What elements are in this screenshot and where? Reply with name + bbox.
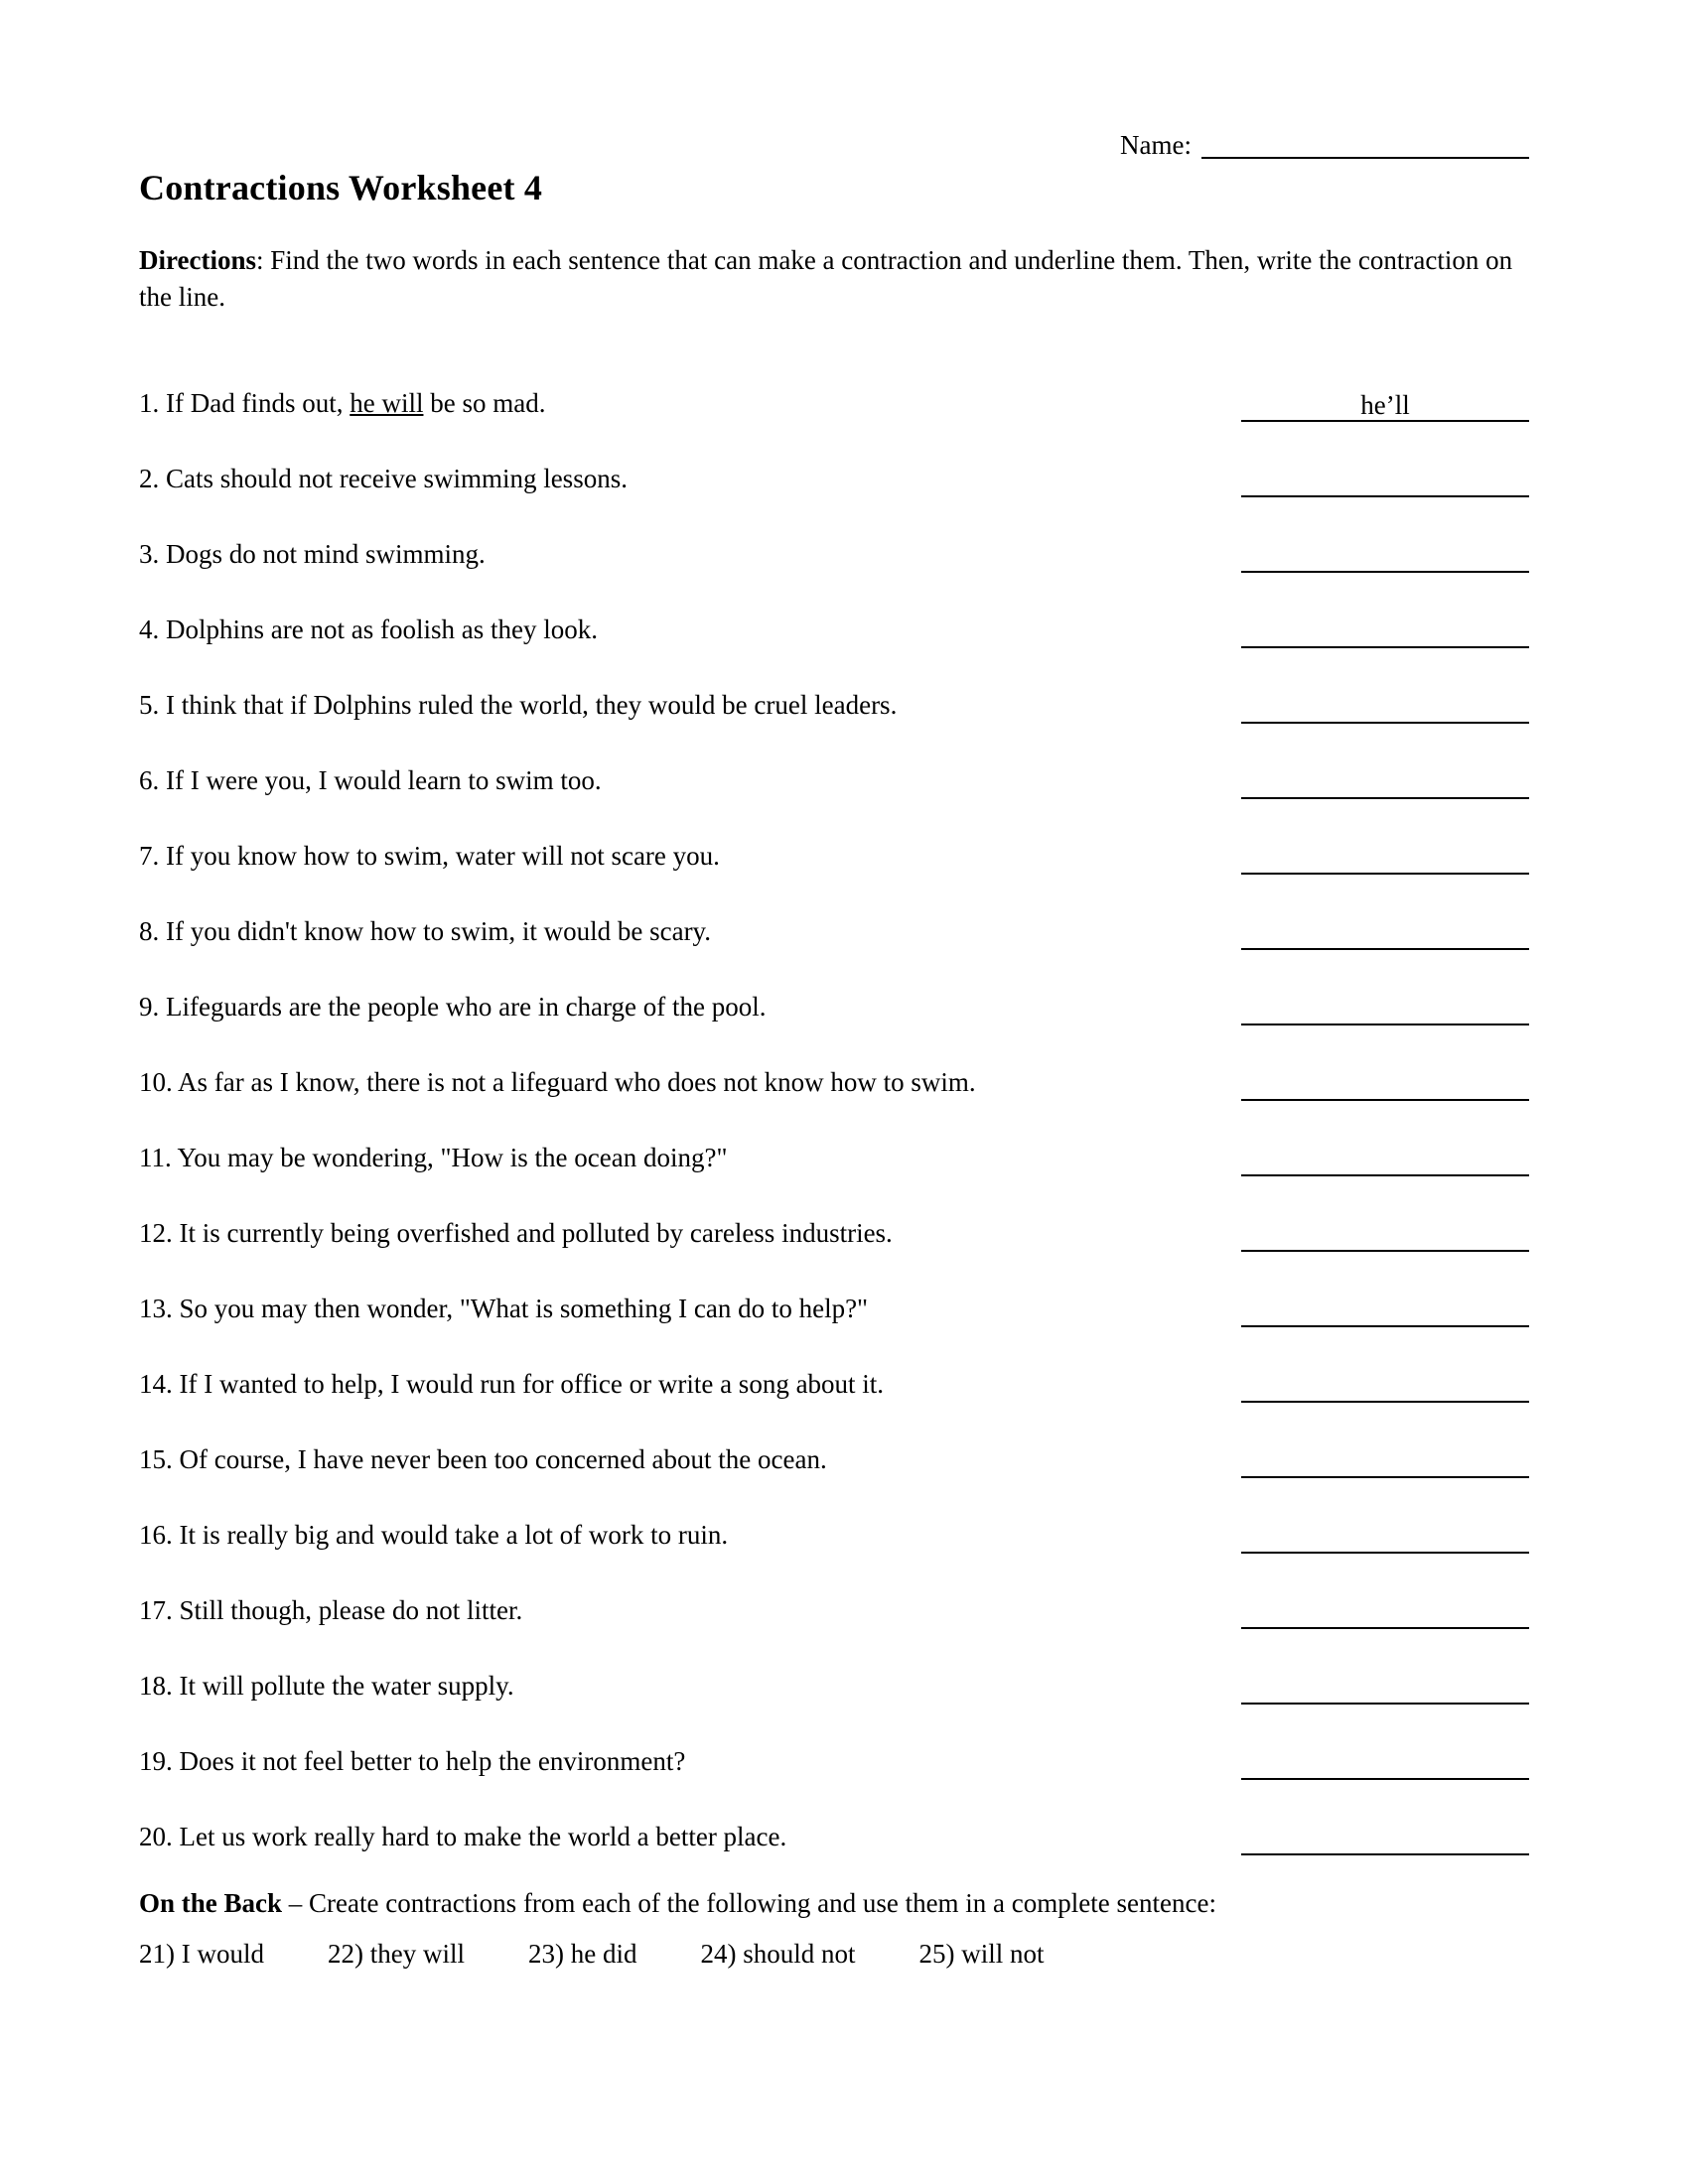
question-before: Dogs do not mind swimming. [166,539,486,570]
list-item [139,1327,1529,1403]
list-item: 23) he did [527,1939,637,1970]
question-before: Does it not feel better to help the environment? [179,1746,686,1777]
question-before: If you know how to swim, water will not scare you. [166,841,720,872]
question-before: Still though, please do not litter. [179,1595,523,1626]
answer-line[interactable] [1241,1145,1529,1176]
answer-line[interactable] [1241,1069,1529,1101]
question-number: 2. [139,464,160,494]
answer-line[interactable] [1241,843,1529,875]
name-row [139,119,1529,159]
question-list [139,346,1529,1855]
question-number: 11. [139,1143,172,1173]
answer-line[interactable] [1241,1446,1529,1478]
question-number: 19. [139,1746,173,1777]
on-the-back-label: On the Back [139,1887,283,1918]
question-text [139,1745,685,1779]
question-before: Of course, I have never been too concerned about the ocean. [179,1444,827,1475]
name-label: Name: [1120,130,1192,160]
answer-line[interactable] [1241,1824,1529,1855]
question-before: Cats should not receive swimming lessons. [166,464,628,494]
list-item [139,1478,1529,1554]
list-item [139,1554,1529,1629]
question-before: If I wanted to help, I would run for office or write a song about it. [179,1369,885,1400]
question-number: 15. [139,1444,173,1475]
list-item [139,724,1529,799]
answer-line[interactable] [1241,1220,1529,1252]
question-number: 4. [139,614,160,645]
list-item [139,1252,1529,1327]
list-item [139,497,1529,573]
question-number: 1. [139,388,160,419]
question-underlined: he will [350,388,424,419]
list-item [139,1101,1529,1176]
question-text [139,538,486,572]
question-text [139,614,598,647]
list-item [139,1176,1529,1252]
question-before: If I were you, I would learn to swim too. [166,765,602,796]
list-item [139,422,1529,497]
answer-line[interactable] [1241,692,1529,724]
question-number: 12. [139,1218,173,1249]
list-item [139,1780,1529,1855]
question-text [139,689,897,723]
answer-line[interactable] [1241,1522,1529,1554]
list-item [139,648,1529,724]
page-title: Contractions Worksheet 4 [139,168,543,207]
question-number: 7. [139,841,160,872]
question-text [139,1368,884,1402]
question-text [139,1443,827,1477]
question-number: 3. [139,539,160,570]
question-number: 8. [139,916,160,947]
question-number: 5. [139,690,160,721]
question-number: 14. [139,1369,173,1400]
question-text [139,991,767,1024]
directions-text: : Find the two words in each sentence that can make a contraction and underline them. Then, write the contraction on the line. [139,245,1513,313]
list-item [139,573,1529,648]
question-text [139,1066,976,1100]
question-text [139,1670,514,1704]
question-before: If you didn't know how to swim, it would be scary. [166,916,712,947]
question-before: It is currently being overfished and polluted by careless industries. [179,1218,893,1249]
list-item [139,1705,1529,1780]
question-after: be so mad. [423,388,546,419]
answer-line[interactable] [1241,616,1529,648]
question-number: 20. [139,1822,173,1852]
question-before: Lifeguards are the people who are in charge of the pool. [166,992,767,1023]
question-text [139,840,720,874]
question-before: Dolphins are not as foolish as they look. [166,614,598,645]
question-text [139,387,545,421]
question-before: If Dad finds out, [166,388,351,419]
question-before: It will pollute the water supply. [179,1671,514,1702]
answer-line[interactable] [1241,767,1529,799]
directions-paragraph [139,242,1524,317]
question-number: 10. [139,1067,173,1098]
question-text [139,463,628,496]
list-item [139,1025,1529,1101]
question-number: 18. [139,1671,173,1702]
question-text [139,915,711,949]
list-item: 21) I would [139,1939,264,1970]
question-number: 17. [139,1595,173,1626]
list-item [139,950,1529,1025]
list-item [139,1403,1529,1478]
on-the-back-section [139,1885,1529,1975]
question-text [139,1142,727,1175]
answer-line[interactable] [1241,1673,1529,1705]
answer-line[interactable] [1241,994,1529,1025]
question-text [139,1519,728,1553]
question-before: It is really big and would take a lot of work to ruin. [179,1520,729,1551]
on-the-back-list [139,1936,1529,1974]
question-before: You may be wondering, "How is the ocean doing?" [177,1143,728,1173]
question-text [139,1821,786,1854]
question-text [139,1217,893,1251]
list-item: 22) they will [327,1939,465,1970]
question-number: 13. [139,1294,173,1324]
list-item [139,346,1529,422]
answer-line[interactable] [1241,1597,1529,1629]
list-item [139,799,1529,875]
question-before: I think that if Dolphins ruled the world, they would be cruel leaders. [166,690,898,721]
answer-line[interactable] [1241,1296,1529,1327]
answer-line[interactable] [1241,466,1529,497]
name-blank-line[interactable] [1201,131,1529,159]
list-item: 24) should not [700,1939,856,1970]
question-number: 6. [139,765,160,796]
question-number: 9. [139,992,160,1023]
list-item [139,1629,1529,1705]
question-before: So you may then wonder, "What is something I can do to help?" [179,1294,869,1324]
question-text [139,1293,868,1326]
list-item: 25) will not [918,1939,1045,1970]
question-text [139,1594,522,1628]
on-the-back-text: – Create contractions from each of the following and use them in a complete sentence: [282,1887,1216,1918]
answer-line[interactable] [1241,1371,1529,1403]
directions-label: Directions [139,245,256,275]
worksheet-body [139,119,1529,1974]
answer-line[interactable] [1241,1748,1529,1780]
question-number: 16. [139,1520,173,1551]
question-before: As far as I know, there is not a lifeguard who does not know how to swim. [178,1067,976,1098]
answer-value: he’ll [1360,389,1410,420]
answer-line[interactable] [1241,390,1529,422]
question-before: Let us work really hard to make the world a better place. [179,1822,787,1852]
question-text [139,764,602,798]
answer-line[interactable] [1241,918,1529,950]
list-item [139,875,1529,950]
answer-line[interactable] [1241,541,1529,573]
